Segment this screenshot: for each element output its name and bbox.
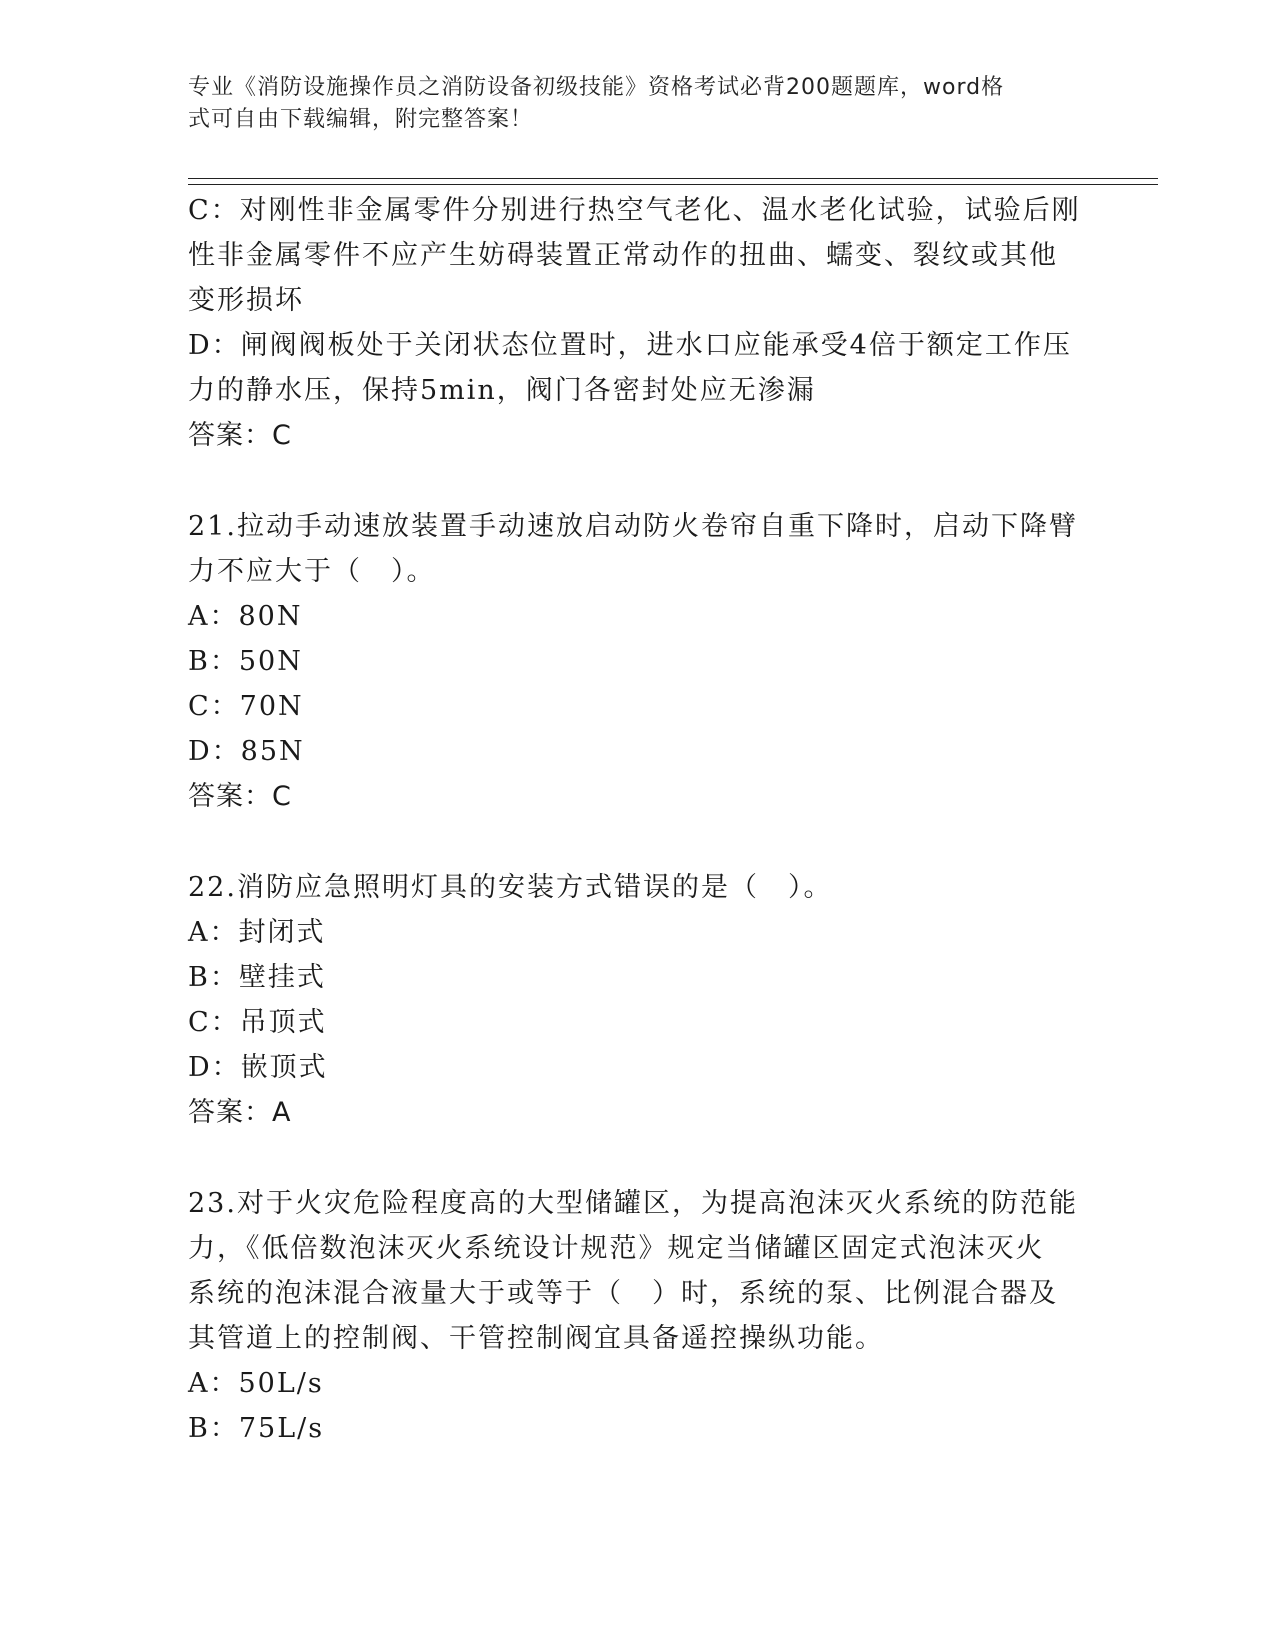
option-d-line-1: D：闸阀阀板处于关闭状态位置时，进水口应能承受4倍于额定工作压 <box>188 330 1072 361</box>
option-b: B：50N <box>188 646 303 677</box>
option-b: B：壁挂式 <box>188 962 326 993</box>
question-21 <box>188 504 1088 819</box>
question-stem: 力，《低倍数泡沫灭火系统设计规范》规定当储罐区固定式泡沫灭火 <box>188 1233 1045 1264</box>
option-c-line-2: 性非金属零件不应产生妨碍装置正常动作的扭曲、蠕变、裂纹或其他 <box>188 240 1058 271</box>
option-c-line-3: 变形损坏 <box>188 285 304 316</box>
question-stem: 23.对于火灾危险程度高的大型储罐区，为提高泡沫灭火系统的防范能 <box>188 1188 1078 1219</box>
option-a: A：封闭式 <box>188 917 326 948</box>
option-b: B：75L/s <box>188 1413 325 1444</box>
header-rule-top <box>188 178 1158 179</box>
page-content <box>188 188 1088 1451</box>
question-23 <box>188 1181 1088 1451</box>
question-stem: 22.消防应急照明灯具的安装方式错误的是（ ）。 <box>188 872 833 903</box>
option-d-line-2: 力的静水压，保持5min，阀门各密封处应无渗漏 <box>188 375 816 406</box>
option-d: D：嵌顶式 <box>188 1052 328 1083</box>
question-stem: 力不应大于（ ）。 <box>188 556 436 587</box>
header-line-2: 式可自由下载编辑，附完整答案！ <box>188 107 534 132</box>
option-d: D：85N <box>188 736 305 767</box>
page-header <box>188 72 1088 136</box>
question-22 <box>188 865 1088 1135</box>
answer: 答案：C <box>188 781 292 812</box>
answer: 答案：A <box>188 1097 292 1128</box>
option-c: C：70N <box>188 691 304 722</box>
option-c-line-1: C：对刚性非金属零件分别进行热空气老化、温水老化试验，试验后刚 <box>188 195 1081 226</box>
question-stem: 21.拉动手动速放装置手动速放启动防火卷帘自重下降时，启动下降臂 <box>188 511 1078 542</box>
question-stem: 其管道上的控制阀、干管控制阀宜具备遥控操纵功能。 <box>188 1323 884 1354</box>
answer: 答案：C <box>188 420 292 451</box>
header-line-1: 专业《消防设施操作员之消防设备初级技能》资格考试必背200题题库，word格 <box>188 75 1005 100</box>
header-rule-bottom <box>188 184 1158 185</box>
option-c: C：吊顶式 <box>188 1007 327 1038</box>
option-a: A：50L/s <box>188 1368 324 1399</box>
prev-question <box>188 188 1088 458</box>
option-a: A：80N <box>188 601 303 632</box>
question-stem: 系统的泡沫混合液量大于或等于（ ）时，系统的泵、比例混合器及 <box>188 1278 1058 1309</box>
